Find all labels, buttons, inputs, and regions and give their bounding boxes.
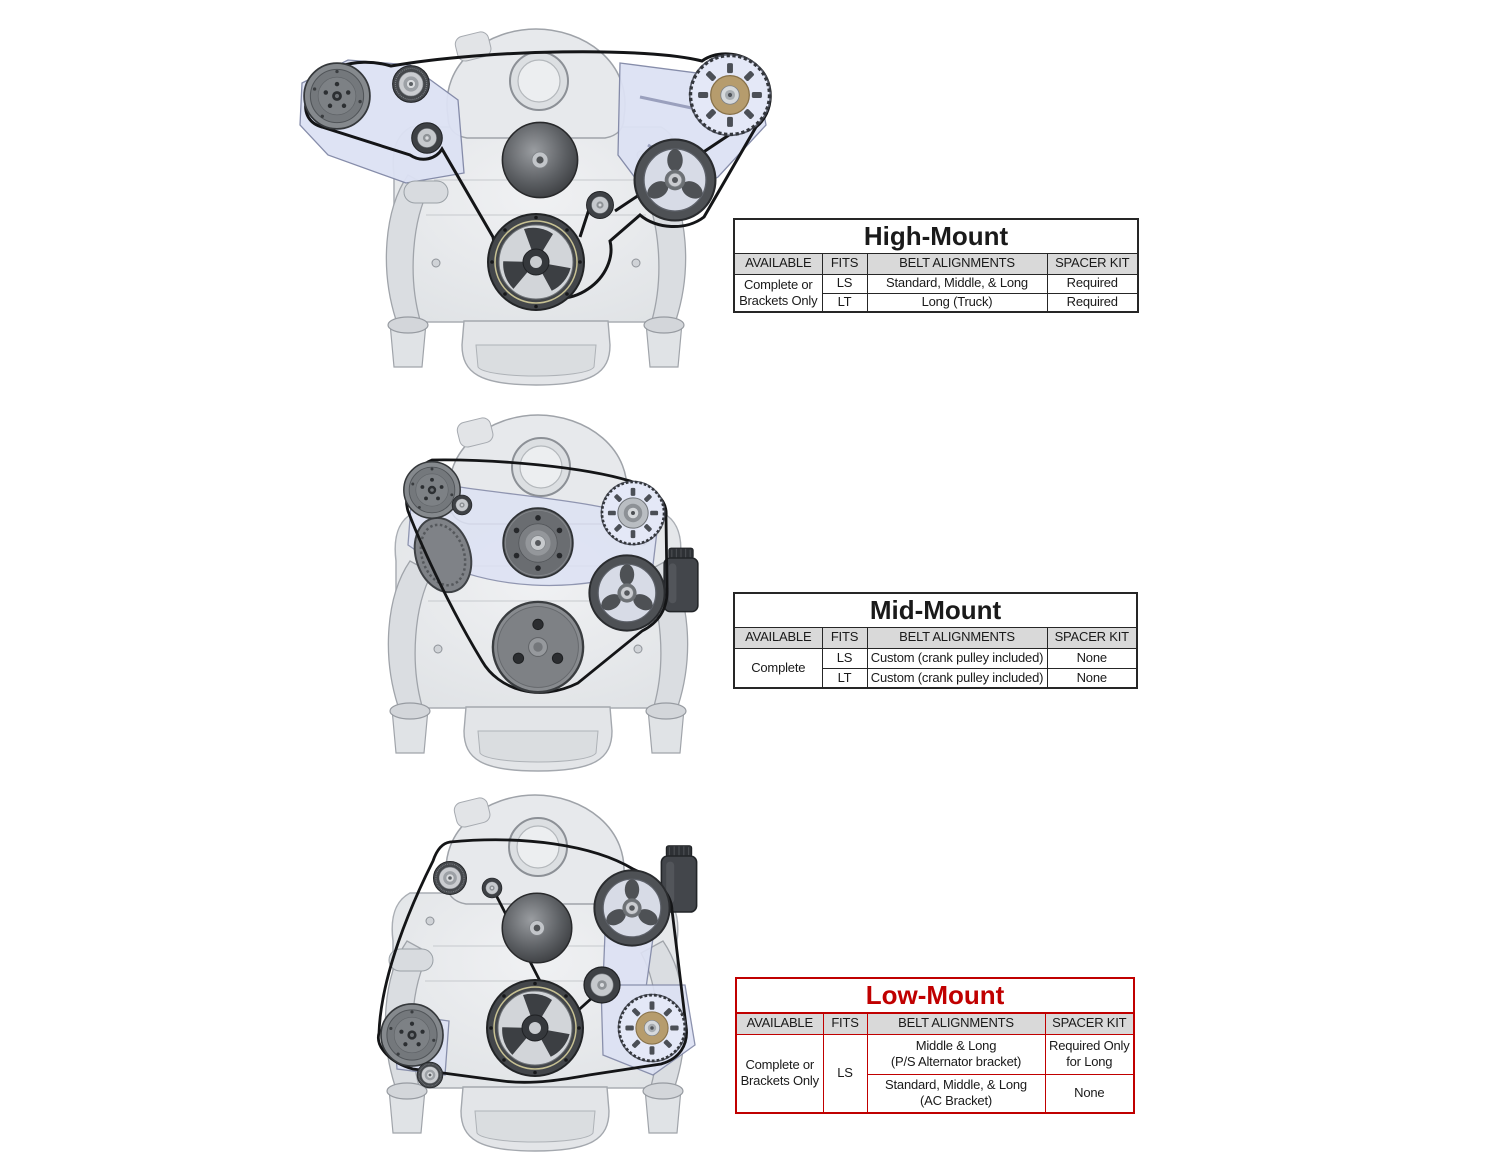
spacer-line-1: Required Only	[1049, 1037, 1130, 1053]
belt-cell	[867, 1034, 1045, 1074]
crank-damper-pulley	[488, 214, 584, 310]
col-header-belt-alignments: BELT ALIGNMENTS	[867, 253, 1047, 274]
belt-line-2: (P/S Alternator bracket)	[890, 1054, 1022, 1069]
table-row	[734, 274, 1138, 293]
fits-cell: LT	[822, 293, 867, 312]
low-mount-table	[735, 977, 1135, 1114]
available-cell: Complete or Brackets Only	[734, 274, 822, 312]
fits-cell: LS	[822, 648, 867, 668]
ac-compressor-pulley	[381, 1004, 443, 1066]
belt-cell	[867, 1074, 1045, 1113]
spacer-cell: None	[1045, 1074, 1134, 1113]
alternator-pulley	[601, 481, 664, 544]
ps-reservoir	[664, 548, 698, 612]
belt-cell: Custom (crank pulley included)	[867, 668, 1047, 688]
spacer-line-2: for Long	[1066, 1054, 1113, 1069]
spacer-cell: Required	[1047, 274, 1138, 293]
crank-pulley	[493, 602, 583, 692]
alternator-pulley	[690, 55, 771, 136]
belt-cell: Standard, Middle, & Long	[867, 274, 1047, 293]
col-header-fits: FITS	[822, 253, 867, 274]
ac-compressor-pulley	[304, 63, 370, 129]
belt-tensioner	[417, 1062, 443, 1088]
idler-pulley	[393, 66, 430, 103]
table-row	[734, 648, 1137, 668]
high-mount-table	[733, 218, 1139, 313]
power-steering-pump-pulley	[589, 555, 664, 630]
available-cell: Complete	[734, 648, 822, 688]
idler-pulley-lower	[587, 192, 614, 219]
belt-line-1: Standard, Middle, & Long	[885, 1077, 1027, 1092]
idler-pulley-lower	[584, 967, 620, 1003]
spacer-cell: None	[1047, 668, 1137, 688]
idler-pulley	[482, 878, 502, 898]
crank-damper-pulley	[487, 980, 583, 1076]
belt-cell: Long (Truck)	[867, 293, 1047, 312]
tensioner-pulley	[433, 861, 466, 894]
col-header-belt-alignments: BELT ALIGNMENTS	[867, 627, 1047, 648]
power-steering-pump-pulley	[635, 140, 716, 221]
col-header-fits: FITS	[823, 1013, 867, 1035]
col-header-belt-alignments: BELT ALIGNMENTS	[867, 1013, 1045, 1035]
water-pump-pulley	[503, 508, 573, 578]
ac-compressor-pulley	[404, 462, 460, 518]
fits-cell: LS	[822, 274, 867, 293]
col-header-available: AVAILABLE	[734, 627, 822, 648]
col-header-fits: FITS	[822, 627, 867, 648]
table-row	[736, 1034, 1134, 1074]
high-mount-engine-illustration	[288, 5, 788, 401]
belt-line-2: (AC Bracket)	[919, 1093, 992, 1109]
mid-mount-engine-illustration	[358, 403, 720, 781]
high-mount-title: High-Mount	[734, 219, 1138, 253]
mid-mount-title: Mid-Mount	[734, 593, 1137, 627]
available-cell: Complete or Brackets Only	[736, 1034, 823, 1113]
col-header-spacer-kit: SPACER KIT	[1045, 1013, 1134, 1035]
col-header-spacer-kit: SPACER KIT	[1047, 627, 1137, 648]
col-header-available: AVAILABLE	[734, 253, 822, 274]
alternator-pulley	[618, 994, 685, 1061]
belt-line-1: Middle & Long	[915, 1037, 997, 1053]
power-steering-pump-pulley	[594, 870, 669, 945]
water-pump-inlet	[404, 181, 448, 203]
fits-cell: LT	[822, 668, 867, 688]
col-header-spacer-kit: SPACER KIT	[1047, 253, 1138, 274]
water-pump-pulley	[502, 893, 572, 963]
fits-cell: LS	[823, 1034, 867, 1113]
mid-mount-table	[733, 592, 1138, 689]
spacer-cell	[1045, 1034, 1134, 1074]
low-mount-engine-illustration	[353, 783, 717, 1160]
low-mount-title: Low-Mount	[736, 978, 1134, 1013]
water-pump-pulley	[502, 122, 577, 197]
idler-pulley	[452, 495, 472, 515]
belt-cell: Custom (crank pulley included)	[867, 648, 1047, 668]
spacer-cell: None	[1047, 648, 1137, 668]
tensioner-pulley	[412, 123, 443, 154]
col-header-available: AVAILABLE	[736, 1013, 823, 1035]
spacer-cell: Required	[1047, 293, 1138, 312]
